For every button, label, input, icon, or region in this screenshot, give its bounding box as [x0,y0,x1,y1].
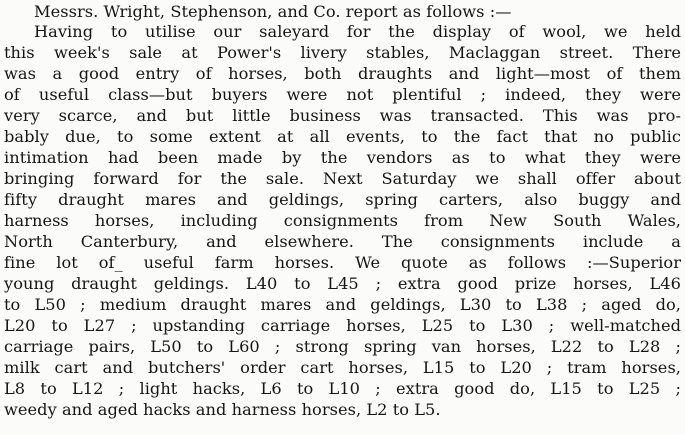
article-line: bringing forward for the sale. Next Saturday we shall offer about [4,169,681,188]
article-line: Having to utilise our saleyard for the display of wool, we held [34,22,681,41]
article-line: to L50 ; medium draught mares and geldings, L30 to L38 ; aged do, [4,295,681,314]
article-line: this week's sale at Power's livery stables, Maclaggan street. There [4,43,681,62]
article-line: bably due, to some extent at all events, to the fact that no public [4,127,681,146]
article-line: Messrs. Wright, Stephenson, and Co. report as follows :— [34,2,512,21]
article-line: of useful class—but buyers were not plentiful ; indeed, they were [4,85,681,104]
article-line: was a good entry of horses, both draughts and light—most of them [4,64,681,83]
article-line: carriage pairs, L50 to L60 ; strong spring van horses, L22 to L28 ; [4,337,681,356]
article-line: intimation had been made by the vendors as to what they were [4,148,681,167]
article-line: very scarce, and but little business was transacted. This was pro- [4,106,681,125]
article-line: young draught geldings. L40 to L45 ; extra good prize horses, L46 [4,274,681,293]
article-line: fifty draught mares and geldings, spring carters, also buggy and [4,190,681,209]
article-line: L20 to L27 ; upstanding carriage horses, L25 to L30 ; well-matched [4,316,681,335]
article-line: milk cart and butchers' order cart horses, L15 to L20 ; tram horses, [4,358,681,377]
article-line: weedy and aged hacks and harness horses, L2 to L5. [4,400,441,419]
article-line: harness horses, including consignments from New South Wales, [4,211,681,230]
article-line: North Canterbury, and elsewhere. The consignments include a [4,232,681,251]
article-line: L8 to L12 ; light hacks, L6 to L10 ; extra good do, L15 to L25 ; [4,379,681,398]
article-line: fine lot of_ useful farm horses. We quote as follows :—Superior [4,253,681,272]
